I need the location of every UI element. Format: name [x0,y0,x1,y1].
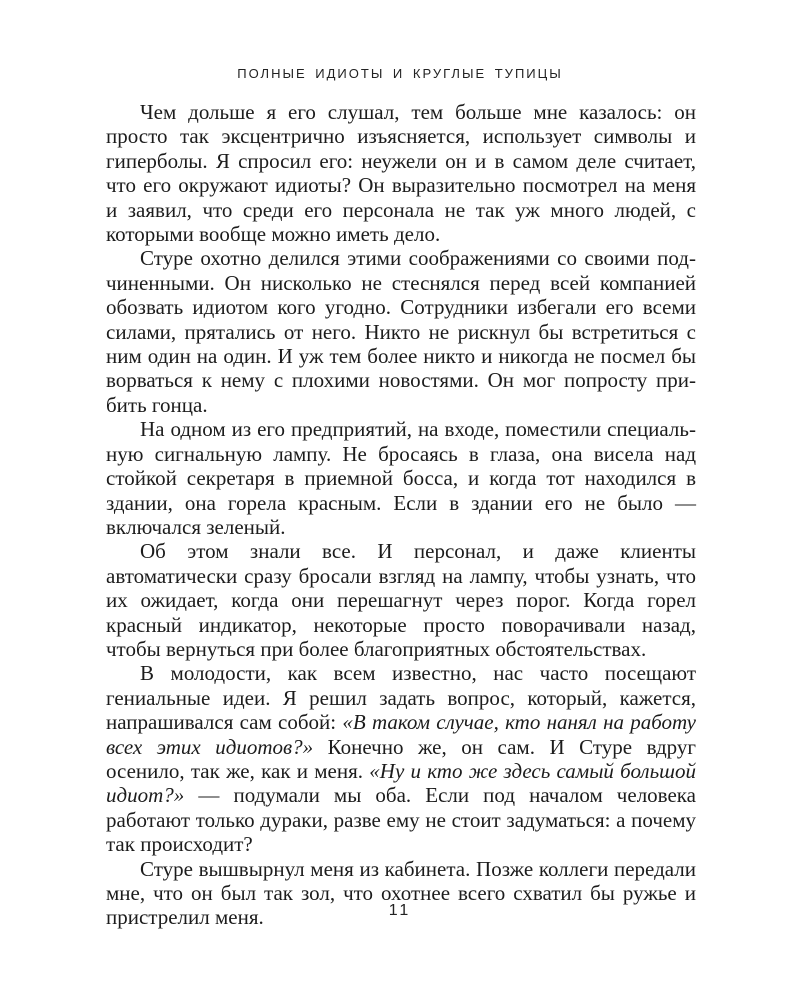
paragraph-4: Об этом знали все. И персонал, и даже клиенты автоматически сразу бросали взгляд на лампу, чтобы узнать, что их ожидает, когда они перешагнут через порог. Когда горел красный индикатор, некоторые просто поворачивали назад, чтобы вернуться при более благоприятных обстоятельствах. [106,539,696,661]
quote-biggest-idiot: «Ну и кто же здесь самый большой идиот?» [106,758,696,808]
paragraph-5 [106,661,696,856]
page-number: 11 [388,902,412,919]
paragraph-6: Стуре вышвырнул меня из кабинета. Позже коллеги передали мне, что он был так зол, что охотнее всего схватил бы ружье и пристрелил меня. [106,856,696,930]
paragraph-1: Чем дольше я его слушал, тем больше мне казалось: он просто так эксцентрично изъясняется, использует символы и гиперболы. Я спросил его: неужели он и в самом деле считает, что его окружают идиоты? Он выразительно посмотрел на меня и заявил, что среди его персонала не так уж много людей, с которыми вообще можно иметь дело. [106,100,696,247]
paragraph-5-text-c: — подумали мы оба. Если под началом человека работают только дураки, разве ему не стоит задуматься: а почему так происходит? [106,783,696,857]
paragraph-2: Стуре охотно делился этими соображениями со своими подчиненными. Он нисколько не стеснялся перед всей компанией обозвать идиотом кого угодно. Сотрудники избегали его всеми силами, прятались от него. Никто не рискнул бы встретиться с ним один на один. И уж тем более никто и никогда не посмел бы ворваться к нему с плохими новостями. Он мог попросту прибить гонца. [106,246,696,417]
paragraph-3: На одном из его предприятий, на входе, поместили специальную сигнальную лампу. Не бросаясь в глаза, она висела над стойкой секретаря в приемной босса, и когда тот находился в здании, она горела красным. Если в здании его не было — включался зеленый. [106,417,696,539]
running-head: ПОЛНЫЕ ИДИОТЫ И КРУГЛЫЕ ТУПИЦЫ [237,66,563,81]
paragraph-5-text-a: В молодости, как всем известно, нас часто посещают гениальные идеи. Я решил задать вопрос, который, кажется, напрашивался сам собой: [106,661,696,735]
quote-who-hired: «В таком случае, кто нанял на работу всех этих идиотов?» [106,710,696,759]
body-text [106,100,696,930]
paragraph-5-text-b: Конечно же, он сам. И Стуре вдруг осенило, так же, как и меня. [106,734,696,783]
